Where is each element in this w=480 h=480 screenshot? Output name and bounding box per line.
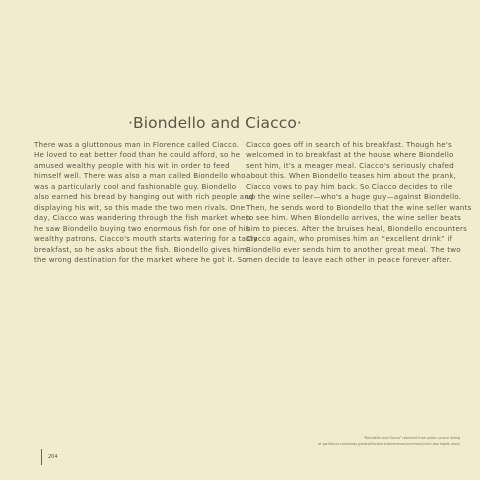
paragraph-line: Ciacco vows to pay him back. So Ciacco decides to rile bbox=[246, 181, 453, 191]
source-credit bbox=[318, 436, 460, 447]
paragraph-line: he saw Biondello buying two enormous fish for one of his bbox=[34, 223, 250, 233]
paragraph-line: Ciacco again, who promises him an “excellent drink” if bbox=[246, 234, 453, 244]
paragraph-line: himself well. There was also a man called Biondello who bbox=[34, 171, 246, 181]
paragraph-line: the wrong destination for the market where he got it. So bbox=[34, 254, 247, 264]
credit-line: at gw.litecus.com/study-guides/literature/decameron/summary/ninth-day-eighth-story bbox=[318, 441, 460, 446]
left-text-column bbox=[34, 140, 258, 265]
paragraph-line: him to pieces. After the bruises heal, Biondello encounters bbox=[246, 223, 467, 233]
paragraph-line: He loved to eat better food than he could afford, so he bbox=[34, 150, 241, 160]
paragraph-line: to see him. When Biondello arrives, the wine seller beats bbox=[246, 213, 461, 223]
paragraph-line: amused wealthy people with his wit in order to feed bbox=[34, 160, 230, 170]
paragraph-line: about this. When Biondello teases him about the prank, bbox=[246, 171, 457, 181]
folio-rule bbox=[41, 449, 42, 465]
paragraph-line: There was a gluttonous man in Florence called Ciacco. bbox=[34, 140, 240, 149]
story-title: ·Biondello and Ciacco· bbox=[128, 114, 302, 132]
paragraph-line: Then, he sends word to Biondello that the wine seller wants bbox=[246, 202, 472, 212]
paragraph-line: was a particularly cool and fashionable guy. Biondello bbox=[34, 181, 237, 191]
paragraph-line: sent him, it's a meager meal. Ciacco's seriously chafed bbox=[246, 160, 454, 170]
right-text-column bbox=[246, 140, 472, 265]
paragraph-line: Biondello ever sends him to another great meal. The two bbox=[246, 244, 461, 254]
paragraph-line: wealthy patrons. Ciacco's mouth starts watering for a tasty bbox=[34, 234, 258, 244]
paragraph-line: breakfast, so he asks about the fish. Biondello gives him bbox=[34, 244, 248, 254]
paragraph-line: Ciacco goes off in search of his breakfast. Though he's bbox=[246, 140, 452, 149]
paragraph-line: day, Ciacco was wandering through the fish market when bbox=[34, 213, 251, 223]
paragraph-line: men decide to leave each other in peace forever after. bbox=[246, 254, 452, 264]
paragraph-line: up the wine seller—who's a huge guy—against Biondello. bbox=[246, 192, 462, 202]
paragraph-line: displaying his wit, so this made the two men rivals. One bbox=[34, 202, 246, 212]
paragraph-line: welcomed in to breakfast at the house where Biondello bbox=[246, 150, 454, 160]
page-number: 204 bbox=[48, 454, 58, 460]
paragraph-line: also earned his bread by hanging out with rich people and bbox=[34, 192, 254, 202]
credit-line: “Biondello and Ciacco” retrieved from public source listing bbox=[363, 436, 460, 440]
